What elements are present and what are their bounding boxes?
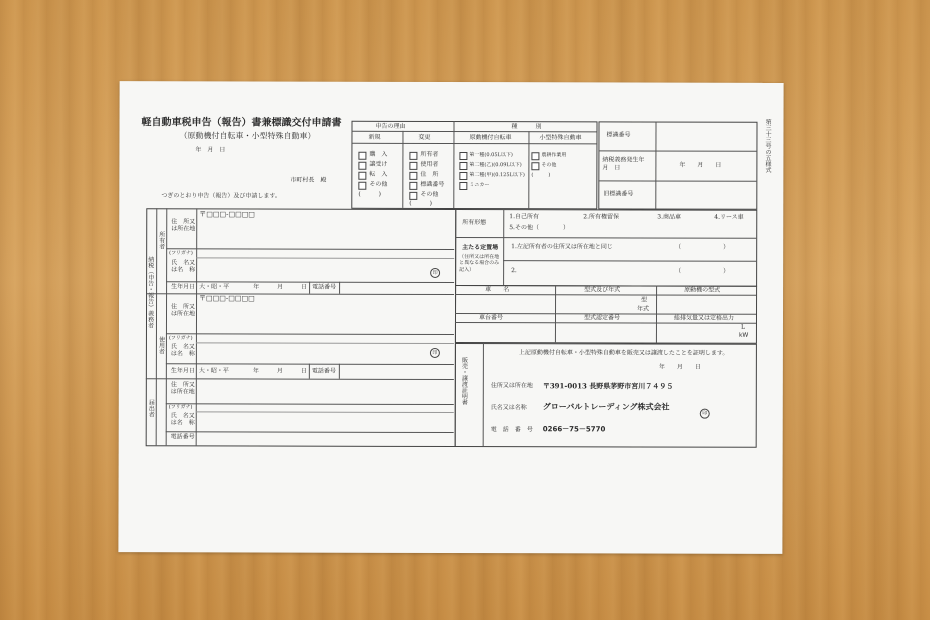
user-seal: 印 — [430, 348, 440, 358]
user-label: 使用者 — [157, 336, 165, 355]
cert-seal: 印 — [700, 409, 710, 419]
tax-start-label: 納税義務発生年 月 日 — [602, 156, 651, 172]
engine-label: 原動機の型式 — [684, 286, 721, 294]
location-line-2[interactable]: 2. — [511, 267, 517, 275]
checkbox[interactable] — [358, 172, 366, 180]
reason-header: 申告の理由 — [375, 122, 406, 130]
cert-name-value: グローバルトレーディング株式会社 — [542, 402, 670, 412]
user-name-label: 氏 名又 は名 称 — [170, 343, 201, 358]
option-label: 所有者 — [420, 150, 439, 158]
owner-address-label: 住 所又 は所在地 — [171, 218, 202, 233]
checkbox[interactable] — [358, 152, 366, 160]
cert-address-label: 住所又は所在地 — [490, 382, 533, 390]
form-title: 軽自動車税申告（報告）書兼標識交付申請書 — [141, 117, 342, 129]
user-birth-value[interactable]: 大・昭・平 年 月 日 — [198, 367, 307, 375]
checkbox[interactable] — [531, 162, 539, 170]
change-header: 変更 — [418, 133, 431, 141]
option-label: 譲受け — [369, 160, 388, 168]
location-line-1[interactable]: 1.左記所有者の住所又は所在地と同じ — [511, 243, 613, 251]
location-label: 主たる定置場 — [462, 244, 499, 252]
filer-furigana: (フリガナ) — [168, 404, 193, 411]
location-note: （住所又は所在地と異なる場合のみ記入） — [459, 254, 500, 273]
option-label: 農耕作業用 — [541, 152, 567, 159]
option-label: ( ) — [531, 172, 551, 179]
form-number: 第三十三号の五様式 — [763, 118, 772, 173]
year-unit: 年式 — [637, 305, 650, 313]
ownership-option-1[interactable]: 1.自己所有 — [509, 213, 540, 221]
user-birth-label: 生年月日 — [170, 367, 195, 375]
cert-name-label: 氏名又は名称 — [490, 404, 527, 412]
location-paren-2: （ ） — [675, 267, 730, 275]
owner-name-label: 氏 名又 は名 称 — [171, 259, 202, 274]
approval-label: 型式認定番号 — [583, 314, 621, 322]
option-label: 使用者 — [420, 160, 439, 168]
owner-birth-value[interactable]: 大・昭・平 年 月 日 — [199, 283, 308, 291]
new-header: 新規 — [368, 133, 381, 141]
option-label: 第一種(0.05L以下) — [469, 152, 513, 159]
option-label: ( ) — [358, 190, 382, 198]
checkbox[interactable] — [409, 192, 417, 200]
checkbox[interactable] — [409, 152, 417, 160]
option-label: ( ) — [409, 199, 432, 207]
checkbox[interactable] — [358, 162, 366, 170]
checkbox[interactable] — [459, 182, 467, 190]
displacement-label: 総排気量又は定格出力 — [673, 314, 735, 322]
taxpayer-label: 納税（申告・報告）義務者 — [146, 256, 154, 329]
checkbox[interactable] — [409, 162, 417, 170]
special-header: 小型特殊自動車 — [539, 134, 582, 142]
filer-name-label: 氏 名又 は名 称 — [170, 412, 201, 427]
option-label: 購 入 — [369, 150, 388, 158]
ownership-option-2[interactable]: 2.所有権留保 — [583, 213, 620, 221]
checkbox[interactable] — [531, 152, 539, 160]
checkbox[interactable] — [459, 172, 467, 180]
user-postal[interactable]: 〒□□□-□□□□ — [199, 294, 255, 303]
owner-birth-label: 生年月日 — [171, 283, 196, 291]
type-header: 種 別 — [511, 123, 542, 131]
option-label: 第二種(乙)(0.09L以下) — [469, 162, 522, 169]
form-date: 年 月 日 — [195, 146, 226, 154]
ownership-option-3[interactable]: 3.商品車 — [657, 213, 682, 221]
ownership-label: 所有形態 — [462, 219, 487, 227]
cert-address-value: 〒391-0013 長野県茅野市宮川７４９５ — [542, 381, 674, 391]
kw-unit: kW — [738, 331, 749, 339]
owner-postal[interactable]: 〒□□□-□□□□ — [199, 210, 255, 219]
vehicle-name-label: 車 名 — [485, 286, 510, 294]
tax-form-sheet — [118, 81, 783, 554]
addressee: 市町村長 殿 — [290, 176, 327, 184]
model-unit: 型 — [641, 296, 648, 304]
option-label: 住 所 — [420, 170, 439, 178]
model-year-label: 型式及び年式 — [584, 286, 621, 294]
cert-label: 販売・譲渡証明書 — [460, 357, 468, 406]
option-label: その他 — [541, 162, 557, 169]
option-label: 第二種(甲)(0.125L以下) — [469, 172, 525, 179]
ownership-option-4[interactable]: 4.リース車 — [714, 213, 744, 221]
serial-label: 車台番号 — [478, 314, 504, 322]
checkbox[interactable] — [358, 182, 366, 190]
owner-furigana: (フリガナ) — [169, 250, 193, 257]
option-label: その他 — [420, 190, 439, 198]
form-subtitle: （原動機付自転車・小型特殊自動車） — [179, 131, 316, 141]
plate-number-label: 標識番号 — [606, 131, 631, 139]
intro-text: つぎのとおり申告（報告）及び申請します。 — [161, 192, 281, 200]
option-label: ミニカー — [469, 182, 490, 189]
cert-phone-value: 0266－75－5770 — [542, 425, 606, 434]
checkbox[interactable] — [409, 182, 417, 190]
checkbox[interactable] — [459, 162, 467, 170]
old-plate-label: 旧標識番号 — [603, 190, 634, 198]
option-label: 標識番号 — [420, 180, 445, 188]
ownership-option-5[interactable]: 5.その他（ ） — [509, 224, 569, 232]
location-paren-1: （ ） — [675, 243, 730, 251]
filer-phone-label: 電話番号 — [170, 433, 195, 441]
owner-seal: 印 — [430, 268, 440, 278]
owner-phone-label: 電話番号 — [312, 283, 337, 291]
cert-statement: 上記原動機付自転車・小型特殊自動車を販売又は譲渡したことを証明します。 — [518, 349, 729, 357]
cert-date[interactable]: 年 月 日 — [658, 363, 701, 371]
moped-header: 原動機付自転車 — [469, 134, 512, 142]
filer-address-label: 住 所又 は所在地 — [170, 381, 201, 396]
tax-start-date: 年 月 日 — [679, 161, 722, 169]
cert-phone-label: 電 話 番 号 — [490, 426, 533, 434]
filer-label: 届出者 — [147, 399, 155, 418]
user-address-label: 住 所又 は所在地 — [170, 303, 202, 318]
checkbox[interactable] — [409, 172, 417, 180]
checkbox[interactable] — [459, 152, 467, 160]
owner-label: 所有者 — [157, 231, 165, 250]
user-phone-label: 電話番号 — [311, 367, 336, 375]
user-furigana: (フリガナ) — [168, 335, 193, 342]
option-label: その他 — [369, 180, 388, 188]
option-label: 転 入 — [369, 170, 388, 178]
liter-unit: L — [740, 323, 745, 331]
